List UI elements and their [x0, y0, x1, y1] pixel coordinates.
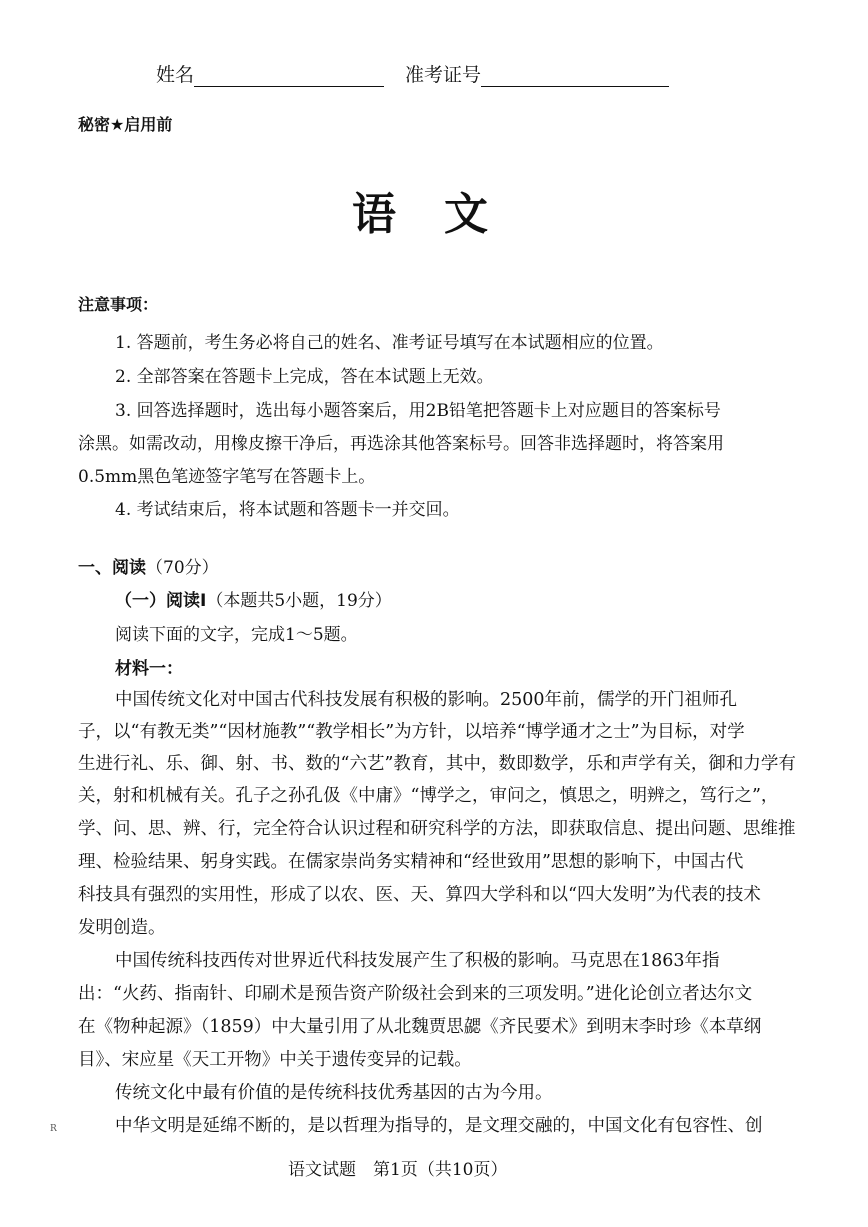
notice-item: 2. 全部答案在答题卡上完成，答在本试题上无效。 [115, 367, 494, 387]
passage-line: 中华文明是延绵不断的，是以哲理为指导的，是文理交融的，中国文化有包容性、创 [115, 1116, 763, 1136]
notice-item: 3. 回答选择题时，选出每小题答案后，用2B铅笔把答题卡上对应题目的答案标号 [115, 401, 721, 421]
page-title: 语 文 [352, 189, 490, 240]
sub-heading-text: （一）阅读Ⅰ [115, 591, 207, 611]
sub-heading-note: （本题共5小题，19分） [206, 591, 392, 611]
passage-line: 目》、宋应星《天工开物》中关于遗传变异的记载。 [78, 1050, 472, 1070]
notice-item: 1. 答题前，考生务必将自己的姓名、准考证号填写在本试题相应的位置。 [115, 333, 664, 353]
notice-item: 涂黑。如需改动，用橡皮擦干净后，再选涂其他答案标号。回答非选择题时，将答案用 [78, 434, 724, 454]
secret-label: 秘密★启用前 [78, 115, 173, 134]
passage-line: 生进行礼、乐、御、射、书、数的“六艺”教育，其中，数即数学，乐和声学有关，御和力学有 [78, 754, 796, 774]
passage-line: 科技具有强烈的实用性，形成了以农、医、天、算四大学科和以“四大发明”为代表的技术 [78, 885, 761, 905]
notice-item: 0.5mm黑色笔迹签字笔写在答题卡上。 [78, 467, 376, 487]
passage-line: 中国传统文化对中国古代科技发展有积极的影响。2500年前，儒学的开门祖师孔 [115, 690, 738, 710]
margin-mark: R [50, 1124, 57, 1134]
section-heading-score: （70分） [146, 558, 219, 578]
passage-line: 在《物种起源》（1859）中大量引用了从北魏贾思勰《齐民要术》到明末李时珍《本草纲 [78, 1017, 762, 1037]
material-label: 材料一： [115, 659, 183, 679]
name-blank-line [194, 68, 384, 87]
passage-line: 子，以“有教无类”“因材施教”“教学相长”为方针，以培养“博学通才之士”为目标，对学 [78, 722, 745, 742]
name-label: 姓名 [156, 64, 195, 86]
reading-instruction: 阅读下面的文字，完成1～5题。 [115, 625, 358, 645]
passage-line: 理、检验结果、躬身实践。在儒家崇尚务实精神和“经世致用”思想的影响下，中国古代 [78, 852, 744, 872]
page-footer: 语文试题 第1页（共10页） [288, 1160, 508, 1180]
passage-line: 学、问、思、辨、行，完全符合认识过程和研究科学的方法，即获取信息、提出问题、思维推 [78, 819, 796, 839]
section-heading [78, 553, 219, 578]
passage-line: 传统文化中最有价值的是传统科技优秀基因的古为今用。 [115, 1083, 553, 1103]
exam-id-field [405, 60, 669, 87]
name-field [156, 60, 384, 87]
notice-item: 4. 考试结束后，将本试题和答题卡一并交回。 [115, 500, 460, 520]
exam-id-blank-line [481, 68, 669, 87]
passage-line: 关，射和机械有关。孔子之孙孔伋《中庸》“博学之，审问之，慎思之，明辨之，笃行之”， [78, 786, 779, 806]
passage-line: 出：“火药、指南针、印刷术是预告资产阶级社会到来的三项发明。”进化论创立者达尔文 [78, 984, 753, 1004]
exam-id-label: 准考证号 [405, 64, 482, 86]
sub-heading [115, 586, 392, 611]
notice-heading: 注意事项： [78, 295, 159, 314]
passage-line: 中国传统科技西传对世界近代科技发展产生了积极的影响。马克思在1863年指 [115, 951, 720, 971]
section-heading-text: 一、阅读 [78, 558, 146, 578]
passage-line: 发明创造。 [78, 918, 166, 938]
